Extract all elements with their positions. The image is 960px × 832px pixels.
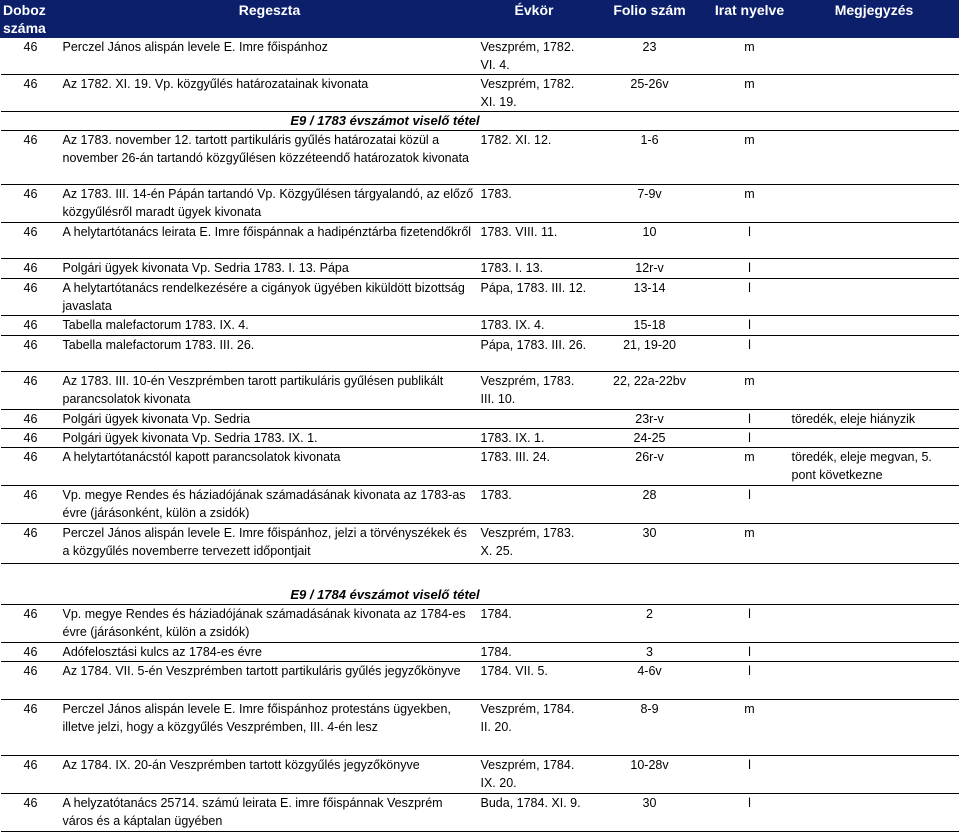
cell-megjegyzes bbox=[790, 336, 959, 372]
cell-evkor: 1783. bbox=[479, 486, 590, 524]
cell-doboz: 46 bbox=[1, 642, 61, 661]
cell-regeszta: Polgári ügyek kivonata Vp. Sedria 1783. I. 13. Pápa bbox=[61, 259, 479, 279]
cell-folio: 15-18 bbox=[590, 316, 710, 336]
cell-megjegyzes: töredék, eleje hiányzik bbox=[790, 410, 959, 429]
cell-megjegyzes bbox=[790, 259, 959, 279]
table-row bbox=[1, 448, 959, 486]
cell-doboz: 46 bbox=[1, 259, 61, 279]
register-body bbox=[1, 38, 959, 832]
cell-evkor: 1784. bbox=[479, 642, 590, 661]
cell-nyelv: m bbox=[710, 448, 790, 486]
cell-nyelv: m bbox=[710, 524, 790, 564]
table-row bbox=[1, 642, 959, 661]
cell-folio: 2 bbox=[590, 604, 710, 642]
cell-folio: 8-9 bbox=[590, 699, 710, 755]
table-row bbox=[1, 486, 959, 524]
cell-nyelv: m bbox=[710, 131, 790, 185]
cell-regeszta: Tabella malefactorum 1783. III. 26. bbox=[61, 336, 479, 372]
cell-folio: 28 bbox=[590, 486, 710, 524]
cell-evkor: Buda, 1784. XI. 9. bbox=[479, 793, 590, 831]
cell-megjegyzes bbox=[790, 75, 959, 112]
cell-nyelv: m bbox=[710, 75, 790, 112]
cell-nyelv: l bbox=[710, 661, 790, 699]
cell-megjegyzes bbox=[790, 223, 959, 259]
col-header-evkor: Évkör bbox=[479, 1, 590, 38]
header-row bbox=[1, 1, 959, 38]
cell-doboz: 46 bbox=[1, 279, 61, 316]
cell-regeszta: A helytartótanácstól kapott parancsolatok kivonata bbox=[61, 448, 479, 486]
cell-regeszta: Perczel János alispán levele E. Imre főispánhoz bbox=[61, 38, 479, 75]
cell-regeszta: Az 1783. III. 14-én Pápán tartandó Vp. Közgyűlésen tárgyalandó, az előző közgyűlésről maradt ügyek kivonata bbox=[61, 185, 479, 223]
cell-evkor: 1783. IX. 1. bbox=[479, 429, 590, 448]
cell-folio: 4-6v bbox=[590, 661, 710, 699]
table-row bbox=[1, 699, 959, 755]
cell-folio: 10-28v bbox=[590, 755, 710, 793]
cell-evkor: Veszprém, 1784. IX. 20. bbox=[479, 755, 590, 793]
cell-doboz: 46 bbox=[1, 755, 61, 793]
cell-doboz: 46 bbox=[1, 38, 61, 75]
cell-doboz: 46 bbox=[1, 131, 61, 185]
cell-folio: 13-14 bbox=[590, 279, 710, 316]
cell-folio: 23 bbox=[590, 38, 710, 75]
cell-regeszta: Az 1784. IX. 20-án Veszprémben tartott közgyűlés jegyzőkönyve bbox=[61, 755, 479, 793]
cell-doboz: 46 bbox=[1, 661, 61, 699]
cell-nyelv: l bbox=[710, 486, 790, 524]
cell-megjegyzes bbox=[790, 279, 959, 316]
table-row bbox=[1, 793, 959, 831]
cell-nyelv: m bbox=[710, 185, 790, 223]
cell-megjegyzes bbox=[790, 131, 959, 185]
cell-folio: 22, 22a-22bv bbox=[590, 372, 710, 410]
cell-megjegyzes bbox=[790, 661, 959, 699]
cell-regeszta: Az 1782. XI. 19. Vp. közgyűlés határozatainak kivonata bbox=[61, 75, 479, 112]
cell-nyelv: m bbox=[710, 372, 790, 410]
cell-megjegyzes bbox=[790, 604, 959, 642]
cell-folio: 24-25 bbox=[590, 429, 710, 448]
cell-nyelv: l bbox=[710, 604, 790, 642]
cell-evkor: Veszprém, 1784. II. 20. bbox=[479, 699, 590, 755]
cell-folio: 3 bbox=[590, 642, 710, 661]
cell-megjegyzes bbox=[790, 185, 959, 223]
cell-evkor: 1784. bbox=[479, 604, 590, 642]
cell-doboz: 46 bbox=[1, 486, 61, 524]
cell-regeszta: Tabella malefactorum 1783. IX. 4. bbox=[61, 316, 479, 336]
col-header-folio: Folio szám bbox=[590, 1, 710, 38]
cell-nyelv: m bbox=[710, 699, 790, 755]
cell-regeszta: A helyzatótanács 25714. számú leirata E. imre főispánnak Veszprém város és a káptalan ügyében bbox=[61, 793, 479, 831]
cell-evkor: Veszprém, 1783. III. 10. bbox=[479, 372, 590, 410]
col-header-megjegyzes: Megjegyzés bbox=[790, 1, 959, 38]
cell-megjegyzes bbox=[790, 642, 959, 661]
cell-evkor: 1783. bbox=[479, 185, 590, 223]
cell-evkor: Veszprém, 1782. VI. 4. bbox=[479, 38, 590, 75]
cell-nyelv: l bbox=[710, 793, 790, 831]
table-row bbox=[1, 604, 959, 642]
cell-folio: 10 bbox=[590, 223, 710, 259]
cell-evkor: Veszprém, 1783. X. 25. bbox=[479, 524, 590, 564]
cell-evkor: 1783. III. 24. bbox=[479, 448, 590, 486]
table-row bbox=[1, 223, 959, 259]
cell-folio: 26r-v bbox=[590, 448, 710, 486]
cell-doboz: 46 bbox=[1, 524, 61, 564]
cell-megjegyzes bbox=[790, 316, 959, 336]
cell-evkor: 1784. VII. 5. bbox=[479, 661, 590, 699]
cell-nyelv: l bbox=[710, 336, 790, 372]
cell-evkor: Veszprém, 1782. XI. 19. bbox=[479, 75, 590, 112]
cell-doboz: 46 bbox=[1, 604, 61, 642]
cell-doboz: 46 bbox=[1, 336, 61, 372]
cell-folio: 23r-v bbox=[590, 410, 710, 429]
cell-megjegyzes bbox=[790, 793, 959, 831]
table-row bbox=[1, 524, 959, 564]
cell-nyelv: m bbox=[710, 38, 790, 75]
cell-folio: 21, 19-20 bbox=[590, 336, 710, 372]
cell-nyelv: l bbox=[710, 410, 790, 429]
cell-doboz: 46 bbox=[1, 699, 61, 755]
section-header-row bbox=[1, 586, 959, 605]
cell-folio: 1-6 bbox=[590, 131, 710, 185]
cell-evkor: 1783. IX. 4. bbox=[479, 316, 590, 336]
cell-regeszta: Az 1783. III. 10-én Veszprémben tarott partikuláris gyűlésen publikált parancsolatok kivonata bbox=[61, 372, 479, 410]
col-header-doboz: Doboz száma bbox=[1, 1, 61, 38]
cell-regeszta: Perczel János alispán levele E. Imre főispánhoz protestáns ügyekben, illetve jelzi, hogy a közgyűlés Veszprémben, III. 4-én lesz bbox=[61, 699, 479, 755]
cell-nyelv: l bbox=[710, 259, 790, 279]
table-row bbox=[1, 755, 959, 793]
table-row bbox=[1, 429, 959, 448]
section-spacer bbox=[1, 112, 61, 131]
spacer-cell bbox=[1, 564, 959, 586]
table-row bbox=[1, 38, 959, 75]
table-row bbox=[1, 316, 959, 336]
cell-regeszta: Vp. megye Rendes és háziadójának számadásának kivonata az 1783-as évre (járásonként, külön a zsidók) bbox=[61, 486, 479, 524]
cell-evkor: Pápa, 1783. III. 12. bbox=[479, 279, 590, 316]
cell-regeszta: Az 1783. november 12. tartott partikuláris gyűlés határozatai közül a november 26-án tartandó közgyűlésen közzéteendő határozatok kivonata bbox=[61, 131, 479, 185]
cell-evkor bbox=[479, 410, 590, 429]
table-row bbox=[1, 661, 959, 699]
cell-regeszta: Polgári ügyek kivonata Vp. Sedria 1783. IX. 1. bbox=[61, 429, 479, 448]
cell-nyelv: l bbox=[710, 642, 790, 661]
cell-regeszta: Polgári ügyek kivonata Vp. Sedria bbox=[61, 410, 479, 429]
section-header-row bbox=[1, 112, 959, 131]
cell-megjegyzes bbox=[790, 486, 959, 524]
section-spacer bbox=[710, 586, 959, 605]
cell-nyelv: l bbox=[710, 223, 790, 259]
cell-regeszta: Perczel János alispán levele E. Imre főispánhoz, jelzi a törvényszékek és a közgyűlés novemberre tervezett időpontjait bbox=[61, 524, 479, 564]
cell-megjegyzes bbox=[790, 524, 959, 564]
cell-evkor: 1782. XI. 12. bbox=[479, 131, 590, 185]
cell-doboz: 46 bbox=[1, 316, 61, 336]
cell-regeszta: A helytartótanács leirata E. Imre főispánnak a hadipénztárba fizetendőkről bbox=[61, 223, 479, 259]
cell-regeszta: Az 1784. VII. 5-én Veszprémben tartott partikuláris gyűlés jegyzőkönyve bbox=[61, 661, 479, 699]
cell-doboz: 46 bbox=[1, 372, 61, 410]
cell-nyelv: l bbox=[710, 279, 790, 316]
cell-megjegyzes: töredék, eleje megvan, 5. pont következne bbox=[790, 448, 959, 486]
col-header-regeszta: Regeszta bbox=[61, 1, 479, 38]
cell-nyelv: l bbox=[710, 429, 790, 448]
cell-folio: 7-9v bbox=[590, 185, 710, 223]
cell-megjegyzes bbox=[790, 38, 959, 75]
cell-doboz: 46 bbox=[1, 429, 61, 448]
cell-regeszta: A helytartótanács rendelkezésére a cigányok ügyében kiküldött bizottság javaslata bbox=[61, 279, 479, 316]
cell-folio: 25-26v bbox=[590, 75, 710, 112]
cell-regeszta: Adófelosztási kulcs az 1784-es évre bbox=[61, 642, 479, 661]
cell-megjegyzes bbox=[790, 429, 959, 448]
table-row bbox=[1, 131, 959, 185]
col-header-nyelv: Irat nyelve bbox=[710, 1, 790, 38]
section-title: E9 / 1783 évszámot viselő tétel bbox=[61, 112, 710, 131]
cell-folio: 30 bbox=[590, 524, 710, 564]
cell-doboz: 46 bbox=[1, 448, 61, 486]
table-row bbox=[1, 279, 959, 316]
cell-megjegyzes bbox=[790, 699, 959, 755]
table-row bbox=[1, 75, 959, 112]
cell-nyelv: l bbox=[710, 755, 790, 793]
cell-doboz: 46 bbox=[1, 75, 61, 112]
cell-doboz: 46 bbox=[1, 793, 61, 831]
table-row bbox=[1, 410, 959, 429]
section-spacer bbox=[710, 112, 959, 131]
spacer-row bbox=[1, 564, 959, 586]
cell-doboz: 46 bbox=[1, 410, 61, 429]
table-row bbox=[1, 185, 959, 223]
table-row bbox=[1, 372, 959, 410]
cell-doboz: 46 bbox=[1, 185, 61, 223]
cell-nyelv: l bbox=[710, 316, 790, 336]
section-spacer bbox=[1, 586, 61, 605]
cell-regeszta: Vp. megye Rendes és háziadójának számadásának kivonata az 1784-es évre (járásonként, külön a zsidók) bbox=[61, 604, 479, 642]
cell-folio: 30 bbox=[590, 793, 710, 831]
cell-folio: 12r-v bbox=[590, 259, 710, 279]
table-row bbox=[1, 259, 959, 279]
cell-megjegyzes bbox=[790, 755, 959, 793]
cell-evkor: 1783. VIII. 11. bbox=[479, 223, 590, 259]
cell-megjegyzes bbox=[790, 372, 959, 410]
cell-evkor: 1783. I. 13. bbox=[479, 259, 590, 279]
table-row bbox=[1, 336, 959, 372]
section-title: E9 / 1784 évszámot viselő tétel bbox=[61, 586, 710, 605]
cell-evkor: Pápa, 1783. III. 26. bbox=[479, 336, 590, 372]
cell-doboz: 46 bbox=[1, 223, 61, 259]
